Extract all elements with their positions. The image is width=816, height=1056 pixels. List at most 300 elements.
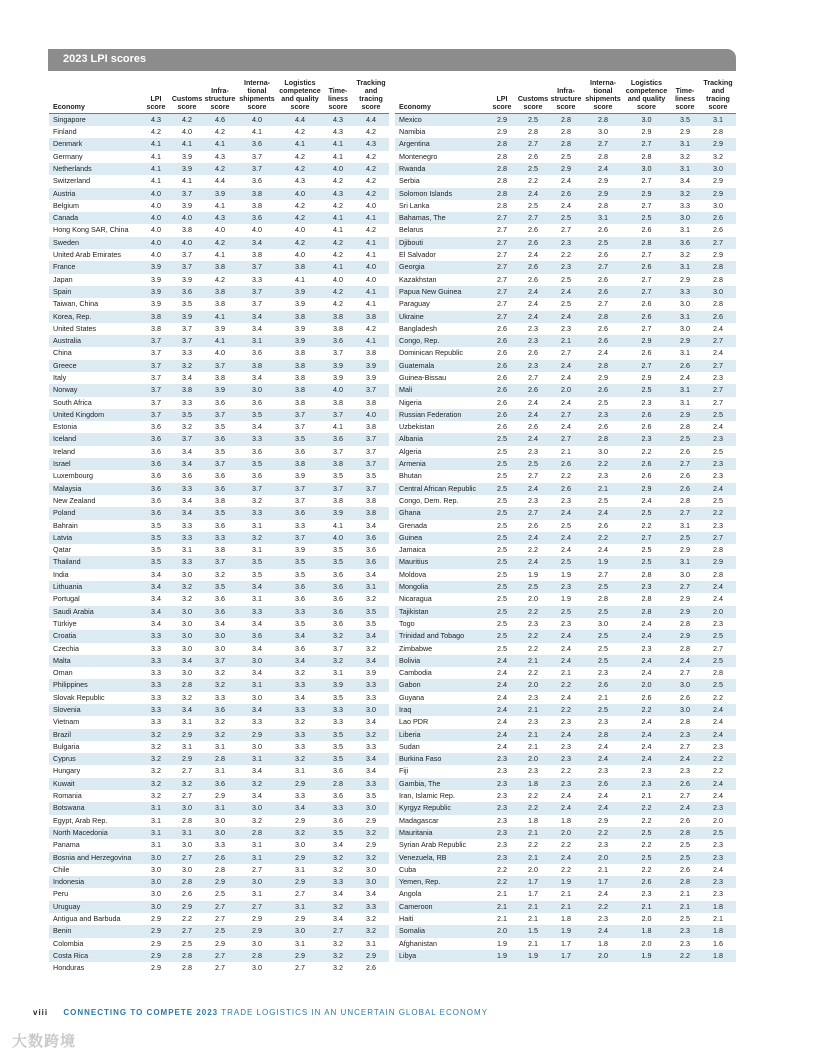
economy-cell: Mauritania <box>395 827 487 839</box>
score-cell: 2.5 <box>583 581 623 593</box>
score-cell: 2.6 <box>680 692 690 702</box>
table-row <box>395 593 736 605</box>
right-table-column <box>395 80 736 962</box>
score-cell: 3.2 <box>713 151 723 161</box>
score-cell: 3.6 <box>215 594 225 604</box>
score-cell: 2.1 <box>583 483 623 495</box>
economy-cell: Germany <box>53 151 83 161</box>
economy-cell: Somalia <box>395 925 487 937</box>
score-cell: 2.1 <box>549 335 583 347</box>
table-title: 2023 LPI scores <box>63 53 147 65</box>
score-cell: 2.4 <box>583 925 623 937</box>
economy-cell: Bangladesh <box>399 323 437 333</box>
header-economy: Economy <box>49 80 141 113</box>
score-cell: 3.8 <box>215 372 225 382</box>
score-cell: 2.8 <box>598 200 608 210</box>
score-cell: 4.0 <box>353 261 389 273</box>
economy-cell: Angola <box>399 889 422 899</box>
table-row <box>49 113 389 126</box>
score-cell: 2.3 <box>598 471 608 481</box>
table-row <box>395 901 736 913</box>
score-cell: 2.9 <box>295 815 305 825</box>
score-cell: 4.3 <box>295 176 305 186</box>
score-cell: 3.7 <box>277 483 323 495</box>
score-cell: 3.7 <box>203 655 237 667</box>
score-cell: 3.8 <box>215 495 225 505</box>
score-cell: 2.3 <box>623 433 670 445</box>
score-cell: 2.9 <box>151 963 161 973</box>
economy-cell: Nigeria <box>399 397 422 407</box>
score-cell: 3.7 <box>333 348 343 358</box>
score-cell: 2.6 <box>713 225 723 235</box>
score-cell: 4.1 <box>277 138 323 150</box>
score-cell: 3.3 <box>277 679 323 691</box>
score-cell: 2.2 <box>528 176 538 186</box>
watermark-logo: 大数跨境 <box>12 1033 77 1050</box>
score-cell: 3.2 <box>295 717 305 727</box>
score-cell: 1.8 <box>623 925 670 937</box>
score-cell: 2.6 <box>641 692 652 702</box>
score-cell: 2.7 <box>598 569 608 579</box>
economy-cell: Trinidad and Tobago <box>395 630 487 642</box>
score-cell: 3.6 <box>670 237 700 249</box>
score-cell: 2.9 <box>598 372 608 382</box>
score-cell: 2.6 <box>623 311 670 323</box>
table-row <box>395 790 736 802</box>
score-cell: 2.4 <box>713 864 723 874</box>
score-cell: 2.4 <box>598 348 608 358</box>
score-cell: 3.6 <box>141 458 171 470</box>
score-cell: 2.3 <box>670 925 700 937</box>
score-cell: 2.2 <box>549 704 583 716</box>
score-cell: 3.7 <box>151 397 161 407</box>
score-cell: 4.2 <box>366 176 376 186</box>
score-cell: 2.7 <box>598 299 608 309</box>
score-cell: 3.8 <box>182 225 192 235</box>
score-cell: 4.0 <box>171 212 203 224</box>
table-row <box>49 163 389 175</box>
score-cell: 2.5 <box>598 397 608 407</box>
score-cell: 2.5 <box>182 938 192 948</box>
score-cell: 2.9 <box>141 925 171 937</box>
economy-cell: Chile <box>53 864 70 874</box>
score-cell: 2.6 <box>583 286 623 298</box>
score-cell: 2.6 <box>528 225 538 235</box>
score-cell: 3.4 <box>171 704 203 716</box>
table-row <box>49 188 389 200</box>
score-cell: 3.7 <box>171 261 203 273</box>
table-row <box>395 237 736 249</box>
economy-cell: Moldova <box>399 569 427 579</box>
left-table-body <box>49 113 389 974</box>
score-cell: 3.6 <box>203 483 237 495</box>
score-cell: 2.8 <box>598 594 608 604</box>
score-cell: 2.7 <box>700 237 736 249</box>
economy-cell: El Salvador <box>399 250 436 260</box>
score-cell: 2.2 <box>713 766 723 776</box>
score-cell: 2.5 <box>203 925 237 937</box>
score-cell: 2.4 <box>713 323 723 333</box>
score-cell: 3.8 <box>366 348 376 358</box>
score-cell: 3.1 <box>252 840 262 850</box>
score-cell: 3.7 <box>353 458 389 470</box>
score-cell: 2.2 <box>623 704 670 716</box>
score-cell: 3.6 <box>141 483 171 495</box>
score-cell: 2.8 <box>497 151 507 161</box>
score-cell: 3.9 <box>182 200 192 210</box>
header-tracking: Tracking and tracing score <box>353 80 389 113</box>
score-cell: 1.8 <box>700 925 736 937</box>
table-row <box>395 495 736 507</box>
table-row <box>49 397 389 409</box>
score-cell: 3.5 <box>182 299 192 309</box>
score-cell: 3.4 <box>182 495 192 505</box>
score-cell: 2.6 <box>598 250 608 260</box>
score-cell: 3.4 <box>252 643 262 653</box>
economy-cell: Canada <box>49 212 141 224</box>
score-cell: 2.1 <box>598 692 608 702</box>
score-cell: 4.0 <box>252 225 262 235</box>
score-cell: 2.4 <box>623 729 670 741</box>
score-cell: 4.2 <box>295 151 305 161</box>
table-row <box>395 852 736 864</box>
score-cell: 2.1 <box>713 914 723 924</box>
score-cell: 3.5 <box>323 827 353 839</box>
economy-cell: Sri Lanka <box>399 200 430 210</box>
score-cell: 2.5 <box>487 483 517 495</box>
score-cell: 3.0 <box>151 889 161 899</box>
score-cell: 2.6 <box>641 471 652 481</box>
score-cell: 3.1 <box>237 679 277 691</box>
table-row <box>49 938 389 950</box>
score-cell: 1.7 <box>561 938 571 948</box>
table-row <box>395 716 736 728</box>
score-cell: 2.9 <box>171 753 203 765</box>
economy-cell: Romania <box>53 791 82 801</box>
table-row <box>395 765 736 777</box>
score-cell: 2.6 <box>497 348 507 358</box>
score-cell: 4.1 <box>333 151 343 161</box>
score-cell: 3.5 <box>277 433 323 445</box>
score-cell: 2.7 <box>680 791 690 801</box>
score-cell: 3.3 <box>277 704 323 716</box>
score-cell: 2.7 <box>623 138 670 150</box>
table-row <box>395 360 736 372</box>
score-cell: 2.5 <box>517 163 549 175</box>
score-cell: 4.1 <box>323 261 353 273</box>
score-cell: 3.8 <box>203 286 237 298</box>
score-cell: 3.3 <box>680 200 690 210</box>
table-row <box>395 483 736 495</box>
score-cell: 3.0 <box>700 163 736 175</box>
score-cell: 3.0 <box>237 384 277 396</box>
economy-cell: Kazakhstan <box>399 274 437 284</box>
score-cell: 1.7 <box>528 889 538 899</box>
score-cell: 2.8 <box>171 950 203 962</box>
economy-cell: Mali <box>395 384 487 396</box>
score-cell: 2.9 <box>680 545 690 555</box>
score-cell: 3.4 <box>366 569 376 579</box>
table-row <box>395 323 736 335</box>
economy-cell: Malta <box>49 655 141 667</box>
score-cell: 2.2 <box>528 840 538 850</box>
score-cell: 2.4 <box>713 348 723 358</box>
score-cell: 2.4 <box>528 397 538 407</box>
score-cell: 2.5 <box>700 630 736 642</box>
score-cell: 3.8 <box>237 188 277 200</box>
score-cell: 2.3 <box>517 335 549 347</box>
score-cell: 2.8 <box>641 151 652 161</box>
score-cell: 2.6 <box>700 311 736 323</box>
score-cell: 2.5 <box>487 458 517 470</box>
score-cell: 3.7 <box>141 409 171 421</box>
score-cell: 3.0 <box>182 864 192 874</box>
table-row <box>49 151 389 163</box>
score-cell: 2.8 <box>583 113 623 126</box>
score-cell: 2.6 <box>583 335 623 347</box>
table-row <box>49 778 389 790</box>
score-cell: 2.3 <box>641 889 652 899</box>
score-cell: 2.9 <box>549 163 583 175</box>
score-cell: 2.3 <box>670 729 700 741</box>
score-cell: 3.3 <box>151 668 161 678</box>
score-cell: 2.7 <box>700 532 736 544</box>
score-cell: 3.8 <box>215 545 225 555</box>
score-cell: 2.6 <box>497 323 507 333</box>
score-cell: 3.0 <box>700 286 736 298</box>
score-cell: 2.9 <box>700 188 736 200</box>
score-cell: 3.6 <box>171 286 203 298</box>
score-cell: 4.0 <box>151 225 161 235</box>
score-cell: 2.4 <box>497 741 507 751</box>
score-cell: 2.8 <box>583 729 623 741</box>
score-cell: 4.0 <box>277 188 323 200</box>
score-cell: 3.1 <box>670 311 700 323</box>
score-cell: 3.1 <box>215 766 225 776</box>
score-cell: 2.1 <box>517 852 549 864</box>
economy-cell: Malaysia <box>49 483 141 495</box>
score-cell: 3.9 <box>277 335 323 347</box>
economy-cell: Papua New Guinea <box>395 286 487 298</box>
score-cell: 3.3 <box>366 741 376 751</box>
score-cell: 3.1 <box>203 802 237 814</box>
score-cell: 3.0 <box>203 630 237 642</box>
economy-cell: Japan <box>53 274 73 284</box>
score-cell: 2.9 <box>237 925 277 937</box>
score-cell: 3.3 <box>151 717 161 727</box>
score-cell: 2.6 <box>366 963 376 973</box>
economy-cell: Grenada <box>399 520 427 530</box>
score-cell: 2.4 <box>549 532 583 544</box>
table-row <box>395 704 736 716</box>
score-cell: 3.1 <box>151 840 161 850</box>
score-cell: 3.0 <box>237 802 277 814</box>
economy-cell: Belgium <box>53 200 79 210</box>
header-intl-shipments: Interna-tional shipments score <box>237 80 277 113</box>
score-cell: 2.9 <box>641 372 652 382</box>
score-cell: 2.2 <box>561 864 571 874</box>
score-cell: 3.2 <box>252 815 262 825</box>
economy-cell: Armenia <box>395 458 487 470</box>
score-cell: 4.1 <box>366 299 376 309</box>
score-cell: 2.4 <box>549 507 583 519</box>
score-cell: 3.6 <box>215 471 225 481</box>
economy-cell: Ghana <box>395 507 487 519</box>
score-cell: 4.2 <box>277 237 323 249</box>
score-cell: 2.4 <box>713 594 723 604</box>
score-cell: 3.6 <box>151 446 161 456</box>
score-cell: 2.9 <box>151 914 161 924</box>
score-cell: 3.7 <box>237 483 277 495</box>
score-cell: 4.1 <box>151 176 161 186</box>
score-cell: 3.4 <box>171 655 203 667</box>
table-row <box>395 421 736 433</box>
score-cell: 3.3 <box>151 643 161 653</box>
score-cell: 3.1 <box>583 212 623 224</box>
score-cell: 2.3 <box>561 323 571 333</box>
score-cell: 3.3 <box>141 655 171 667</box>
score-cell: 2.6 <box>680 446 690 456</box>
score-cell: 3.3 <box>323 876 353 888</box>
economy-cell: Türkiye <box>53 618 77 628</box>
score-cell: 3.9 <box>295 323 305 333</box>
score-cell: 2.4 <box>549 655 583 667</box>
score-cell: 3.2 <box>353 827 389 839</box>
table-row <box>49 532 389 544</box>
score-cell: 4.0 <box>323 384 353 396</box>
score-cell: 2.4 <box>583 163 623 175</box>
score-cell: 3.1 <box>252 594 262 604</box>
table-row <box>49 138 389 150</box>
score-cell: 2.3 <box>700 876 736 888</box>
score-cell: 2.3 <box>549 778 583 790</box>
score-cell: 2.5 <box>680 914 690 924</box>
score-cell: 2.3 <box>713 372 723 382</box>
table-row <box>49 692 389 704</box>
score-cell: 2.8 <box>487 163 517 175</box>
table-row <box>49 126 389 138</box>
score-cell: 2.7 <box>549 433 583 445</box>
score-cell: 3.5 <box>670 113 700 126</box>
score-cell: 2.2 <box>700 753 736 765</box>
economy-cell: United Arab Emirates <box>53 250 121 260</box>
score-cell: 3.6 <box>277 507 323 519</box>
score-cell: 3.3 <box>670 286 700 298</box>
score-cell: 2.8 <box>583 311 623 323</box>
score-cell: 2.3 <box>598 914 608 924</box>
score-cell: 2.2 <box>583 532 623 544</box>
economy-cell: Tajikistan <box>395 606 487 618</box>
score-cell: 1.8 <box>598 938 608 948</box>
score-cell: 2.8 <box>680 618 690 628</box>
score-cell: 3.1 <box>670 384 700 396</box>
score-cell: 2.4 <box>561 791 571 801</box>
score-cell: 2.6 <box>670 778 700 790</box>
score-cell: 2.5 <box>549 606 583 618</box>
score-cell: 2.4 <box>549 852 583 864</box>
score-cell: 2.4 <box>497 717 507 727</box>
economy-cell: Dominican Republic <box>399 348 463 358</box>
score-cell: 2.4 <box>598 545 608 555</box>
score-cell: 3.1 <box>670 163 700 175</box>
table-row <box>395 507 736 519</box>
score-cell: 4.2 <box>151 127 161 137</box>
score-cell: 2.6 <box>528 274 538 284</box>
score-cell: 4.2 <box>203 237 237 249</box>
score-cell: 2.3 <box>598 717 608 727</box>
score-cell: 2.5 <box>517 113 549 126</box>
table-row <box>49 950 389 962</box>
economy-cell: United States <box>53 323 97 333</box>
score-cell: 3.0 <box>141 852 171 864</box>
table-row <box>49 864 389 876</box>
score-cell: 2.0 <box>583 852 623 864</box>
score-cell: 2.0 <box>517 753 549 765</box>
score-cell: 1.7 <box>583 876 623 888</box>
score-cell: 2.1 <box>517 827 549 839</box>
table-row <box>395 446 736 458</box>
score-cell: 4.1 <box>353 286 389 298</box>
score-cell: 2.3 <box>623 778 670 790</box>
table-row <box>49 458 389 470</box>
score-cell: 3.0 <box>237 655 277 667</box>
score-cell: 2.4 <box>549 630 583 642</box>
score-cell: 2.7 <box>641 323 652 333</box>
score-cell: 3.6 <box>323 433 353 445</box>
score-cell: 3.7 <box>353 384 389 396</box>
score-cell: 2.4 <box>641 618 652 628</box>
table-row <box>49 470 389 482</box>
table-row <box>395 839 736 851</box>
score-cell: 3.9 <box>295 545 305 555</box>
table-row <box>395 778 736 790</box>
score-cell: 2.7 <box>700 335 736 347</box>
score-cell: 2.2 <box>561 766 571 776</box>
score-cell: 3.6 <box>277 581 323 593</box>
header-logistics-competence: Logistics competence and quality score <box>623 80 670 113</box>
score-cell: 3.2 <box>670 188 700 200</box>
score-cell: 3.8 <box>171 384 203 396</box>
score-cell: 3.4 <box>252 372 262 382</box>
score-cell: 3.0 <box>670 679 700 691</box>
score-cell: 3.9 <box>203 188 237 200</box>
score-cell: 2.8 <box>670 876 700 888</box>
score-cell: 3.1 <box>182 741 192 751</box>
score-cell: 2.6 <box>549 188 583 200</box>
economy-cell: Uruguay <box>49 901 141 913</box>
score-cell: 4.1 <box>215 200 225 210</box>
score-cell: 2.8 <box>598 151 608 161</box>
score-cell: 4.3 <box>203 212 237 224</box>
score-cell: 2.2 <box>549 679 583 691</box>
score-cell: 3.7 <box>277 409 323 421</box>
economy-cell: Hong Kong SAR, China <box>53 225 129 235</box>
report-title: CONNECTING TO COMPETE 2023 <box>63 1008 219 1017</box>
score-cell: 2.9 <box>203 876 237 888</box>
score-cell: 2.4 <box>487 704 517 716</box>
economy-cell: Oman <box>53 668 73 678</box>
score-cell: 2.4 <box>487 729 517 741</box>
score-cell: 3.6 <box>366 545 376 555</box>
score-cell: 1.8 <box>700 901 736 913</box>
score-cell: 2.7 <box>623 532 670 544</box>
table-row <box>395 274 736 286</box>
economy-cell: Saudi Arabia <box>49 606 141 618</box>
score-cell: 1.9 <box>528 569 538 579</box>
score-cell: 2.3 <box>713 520 723 530</box>
score-cell: 3.4 <box>333 840 343 850</box>
score-cell: 2.9 <box>713 176 723 186</box>
